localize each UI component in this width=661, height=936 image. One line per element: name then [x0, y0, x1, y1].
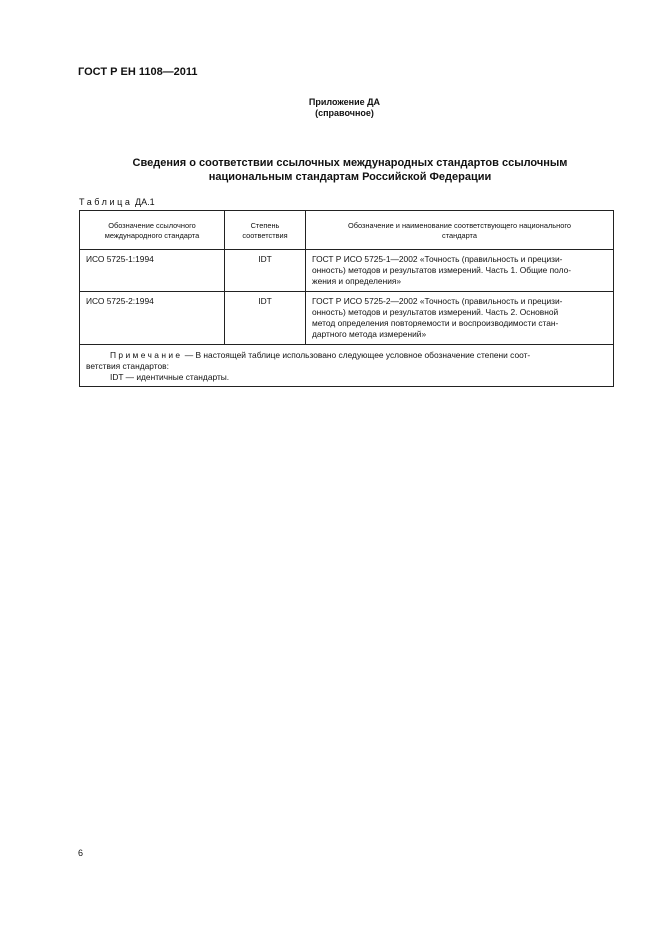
page-number: 6	[78, 848, 84, 858]
table-note-row	[80, 345, 614, 387]
document-code: ГОСТ Р ЕН 1108—2011	[78, 66, 198, 78]
cell-national-standard	[306, 250, 614, 292]
cell-national-standard	[306, 292, 614, 345]
desc-line: онность) методов и результатов измерений. Часть 2. Основной	[312, 307, 559, 317]
desc-line: ГОСТ Р ИСО 5725-2—2002 «Точность (правильность и прецизи-	[312, 296, 563, 306]
table-row	[80, 292, 614, 345]
cell-degree: IDT	[225, 292, 306, 345]
heading-line-2: национальным стандартам Российской Федерации	[208, 171, 492, 183]
desc-line: онность) методов и результатов измерений. Часть 1. Общие поло-	[312, 265, 572, 275]
desc-line: дартного метода измерений»	[312, 329, 427, 339]
note-label: Примечание	[110, 350, 183, 360]
header-text: Обозначение ссылочного	[108, 221, 196, 230]
note-first-line	[86, 350, 607, 361]
note-definition: IDT — идентичные стандарты.	[110, 372, 230, 382]
desc-line: метод определения повторяемости и воспроизводимости стан-	[312, 318, 559, 328]
desc-line: жения и определения»	[312, 276, 402, 286]
desc-line: ГОСТ Р ИСО 5725-1—2002 «Точность (правильность и прецизи-	[312, 254, 563, 264]
header-national-standard	[306, 211, 614, 250]
header-text: международного стандарта	[104, 231, 200, 240]
cell-degree: IDT	[225, 250, 306, 292]
header-intl-standard	[80, 211, 225, 250]
note-text: — В настоящей таблице использовано следующее условное обозначение степени соот-	[182, 350, 531, 360]
table-note	[80, 345, 614, 387]
table-caption-word: Таблица	[79, 197, 133, 207]
correspondence-table	[79, 210, 614, 387]
heading-line-1: Сведения о соответствии ссылочных международных стандартов ссылочным	[132, 157, 568, 169]
header-text: соответствия	[242, 231, 288, 240]
note-continuation: ветствия стандартов:	[86, 361, 169, 371]
header-degree	[225, 211, 306, 250]
table-caption-number: ДА.1	[135, 197, 155, 207]
cell-intl-code: ИСО 5725-2:1994	[80, 292, 225, 345]
header-text: Степень	[250, 221, 280, 230]
section-heading	[110, 156, 590, 184]
header-text: стандарта	[442, 231, 477, 240]
annex-block	[0, 97, 661, 119]
header-text: Обозначение и наименование соответствующего национального	[348, 221, 571, 230]
table-row	[80, 250, 614, 292]
table-header-row	[80, 211, 614, 250]
cell-intl-code: ИСО 5725-1:1994	[80, 250, 225, 292]
table-caption	[79, 197, 155, 207]
annex-title: Приложение ДА	[308, 97, 381, 107]
annex-subtitle: (справочное)	[315, 108, 374, 118]
